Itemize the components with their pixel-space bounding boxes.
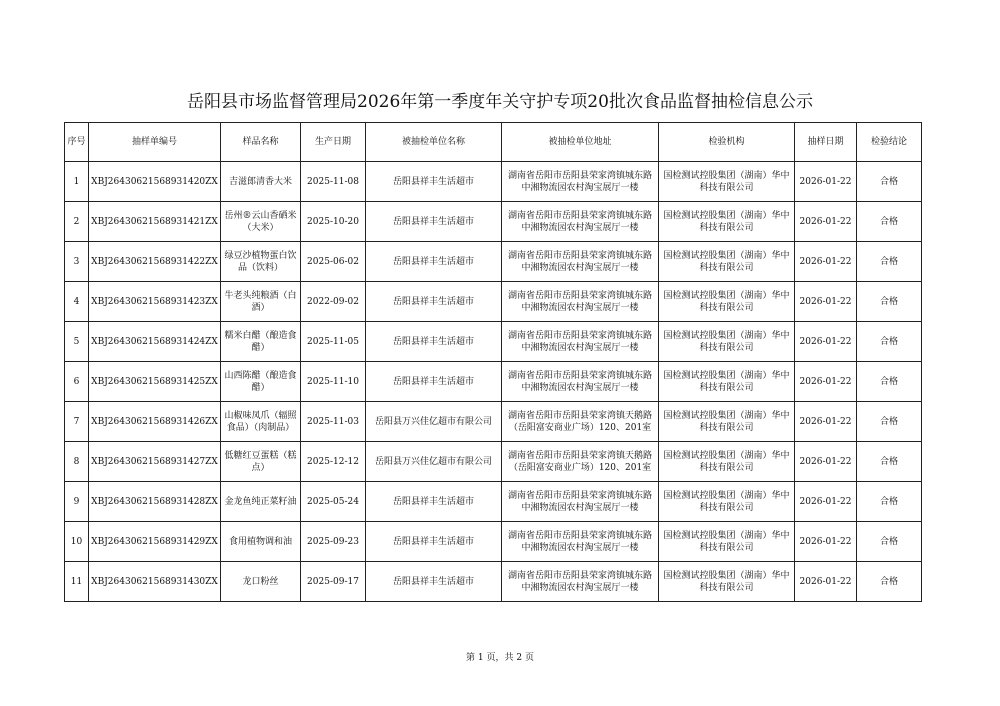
cell-production-date: 2025-09-23 xyxy=(301,522,366,562)
cell-index: 11 xyxy=(65,562,89,602)
cell-sampling-date: 2026-01-22 xyxy=(795,362,857,402)
cell-sample-number: XBJ26430621568931422ZX xyxy=(89,242,221,282)
cell-sample-number: XBJ26430621568931420ZX xyxy=(89,162,221,202)
cell-unit-address: 湖南省岳阳市岳阳县荣家湾镇城东路中湘物流园农村淘宝展厅一楼 xyxy=(502,242,659,282)
table-row xyxy=(65,402,922,442)
page-footer: 第 1 页，共 2 页 xyxy=(466,653,534,663)
cell-unit-address: 湖南省岳阳市岳阳县荣家湾镇城东路中湘物流园农村淘宝展厅一楼 xyxy=(502,482,659,522)
cell-index: 5 xyxy=(65,322,89,362)
cell-conclusion: 合格 xyxy=(857,202,922,242)
cell-sample-name: 低糖红豆蛋糕（糕点） xyxy=(221,442,301,482)
cell-inspected-unit: 岳阳县祥丰生活超市 xyxy=(366,242,502,282)
cell-production-date: 2025-05-24 xyxy=(301,482,366,522)
cell-sampling-date: 2026-01-22 xyxy=(795,282,857,322)
cell-conclusion: 合格 xyxy=(857,562,922,602)
cell-index: 7 xyxy=(65,402,89,442)
cell-testing-agency: 国检测试控股集团（湖南）华中科技有限公司 xyxy=(659,282,795,322)
cell-testing-agency: 国检测试控股集团（湖南）华中科技有限公司 xyxy=(659,402,795,442)
cell-sampling-date: 2026-01-22 xyxy=(795,522,857,562)
cell-conclusion: 合格 xyxy=(857,442,922,482)
cell-sample-number: XBJ26430621568931430ZX xyxy=(89,562,221,602)
cell-sample-number: XBJ26430621568931429ZX xyxy=(89,522,221,562)
cell-testing-agency: 国检测试控股集团（湖南）华中科技有限公司 xyxy=(659,562,795,602)
cell-sample-number: XBJ26430621568931426ZX xyxy=(89,402,221,442)
header-conclusion: 检验结论 xyxy=(857,123,922,162)
cell-index: 9 xyxy=(65,482,89,522)
cell-production-date: 2025-11-05 xyxy=(301,322,366,362)
cell-unit-address: 湖南省岳阳市岳阳县荣家湾镇城东路中湘物流园农村淘宝展厅一楼 xyxy=(502,522,659,562)
cell-unit-address: 湖南省岳阳市岳阳县荣家湾镇城东路中湘物流园农村淘宝展厅一楼 xyxy=(502,162,659,202)
cell-conclusion: 合格 xyxy=(857,162,922,202)
table-row xyxy=(65,482,922,522)
cell-inspected-unit: 岳阳县祥丰生活超市 xyxy=(366,522,502,562)
table-row xyxy=(65,562,922,602)
cell-testing-agency: 国检测试控股集团（湖南）华中科技有限公司 xyxy=(659,482,795,522)
cell-unit-address: 湖南省岳阳市岳阳县荣家湾镇天鹅路（岳阳富安商业广场）120、201室 xyxy=(502,442,659,482)
cell-sample-name: 山椒味凤爪（辐照食品）（肉制品） xyxy=(221,402,301,442)
cell-production-date: 2025-06-02 xyxy=(301,242,366,282)
inspection-table xyxy=(64,122,922,602)
cell-conclusion: 合格 xyxy=(857,482,922,522)
table-row xyxy=(65,322,922,362)
cell-inspected-unit: 岳阳县祥丰生活超市 xyxy=(366,562,502,602)
table-row xyxy=(65,162,922,202)
cell-sample-name: 金龙鱼纯正菜籽油 xyxy=(221,482,301,522)
cell-unit-address: 湖南省岳阳市岳阳县荣家湾镇城东路中湘物流园农村淘宝展厅一楼 xyxy=(502,562,659,602)
header-production-date: 生产日期 xyxy=(301,123,366,162)
cell-production-date: 2025-11-08 xyxy=(301,162,366,202)
cell-inspected-unit: 岳阳县祥丰生活超市 xyxy=(366,362,502,402)
cell-sampling-date: 2026-01-22 xyxy=(795,322,857,362)
cell-conclusion: 合格 xyxy=(857,362,922,402)
cell-index: 2 xyxy=(65,202,89,242)
cell-testing-agency: 国检测试控股集团（湖南）华中科技有限公司 xyxy=(659,522,795,562)
cell-index: 1 xyxy=(65,162,89,202)
cell-testing-agency: 国检测试控股集团（湖南）华中科技有限公司 xyxy=(659,162,795,202)
cell-sampling-date: 2026-01-22 xyxy=(795,562,857,602)
cell-sample-number: XBJ26430621568931427ZX xyxy=(89,442,221,482)
header-sample-name: 样品名称 xyxy=(221,123,301,162)
cell-production-date: 2025-10-20 xyxy=(301,202,366,242)
table-row xyxy=(65,202,922,242)
cell-unit-address: 湖南省岳阳市岳阳县荣家湾镇城东路中湘物流园农村淘宝展厅一楼 xyxy=(502,322,659,362)
page-title: 岳阳县市场监督管理局2026年第一季度年关守护专项20批次食品监督抽检信息公示 xyxy=(187,92,813,112)
cell-sampling-date: 2026-01-22 xyxy=(795,402,857,442)
header-index: 序号 xyxy=(65,123,89,162)
cell-sample-name: 牛老头纯粮酒（白酒） xyxy=(221,282,301,322)
table-row xyxy=(65,442,922,482)
cell-sample-number: XBJ26430621568931425ZX xyxy=(89,362,221,402)
cell-production-date: 2025-11-10 xyxy=(301,362,366,402)
cell-production-date: 2025-12-12 xyxy=(301,442,366,482)
cell-sampling-date: 2026-01-22 xyxy=(795,442,857,482)
cell-unit-address: 湖南省岳阳市岳阳县荣家湾镇城东路中湘物流园农村淘宝展厅一楼 xyxy=(502,282,659,322)
table-row xyxy=(65,282,922,322)
cell-conclusion: 合格 xyxy=(857,322,922,362)
cell-index: 6 xyxy=(65,362,89,402)
table-body xyxy=(65,162,922,602)
cell-unit-address: 湖南省岳阳市岳阳县荣家湾镇城东路中湘物流园农村淘宝展厅一楼 xyxy=(502,362,659,402)
cell-sampling-date: 2026-01-22 xyxy=(795,162,857,202)
cell-testing-agency: 国检测试控股集团（湖南）华中科技有限公司 xyxy=(659,442,795,482)
cell-sample-name: 食用植物调和油 xyxy=(221,522,301,562)
cell-sampling-date: 2026-01-22 xyxy=(795,242,857,282)
cell-testing-agency: 国检测试控股集团（湖南）华中科技有限公司 xyxy=(659,202,795,242)
cell-sample-name: 岳州®云山香硒米（大米） xyxy=(221,202,301,242)
cell-inspected-unit: 岳阳县万兴佳亿超市有限公司 xyxy=(366,402,502,442)
table-row xyxy=(65,242,922,282)
cell-unit-address: 湖南省岳阳市岳阳县荣家湾镇城东路中湘物流园农村淘宝展厅一楼 xyxy=(502,202,659,242)
cell-sample-number: XBJ26430621568931428ZX xyxy=(89,482,221,522)
cell-sampling-date: 2026-01-22 xyxy=(795,202,857,242)
cell-testing-agency: 国检测试控股集团（湖南）华中科技有限公司 xyxy=(659,362,795,402)
cell-conclusion: 合格 xyxy=(857,242,922,282)
cell-sample-number: XBJ26430621568931423ZX xyxy=(89,282,221,322)
cell-unit-address: 湖南省岳阳市岳阳县荣家湾镇天鹅路（岳阳富安商业广场）120、201室 xyxy=(502,402,659,442)
table-row xyxy=(65,522,922,562)
cell-sample-name: 山西陈醋（酿造食醋） xyxy=(221,362,301,402)
header-sampling-date: 抽样日期 xyxy=(795,123,857,162)
cell-index: 10 xyxy=(65,522,89,562)
header-sample-number: 抽样单编号 xyxy=(89,123,221,162)
cell-testing-agency: 国检测试控股集团（湖南）华中科技有限公司 xyxy=(659,242,795,282)
cell-inspected-unit: 岳阳县祥丰生活超市 xyxy=(366,482,502,522)
cell-inspected-unit: 岳阳县万兴佳亿超市有限公司 xyxy=(366,442,502,482)
cell-sample-name: 糯米白醋（酿造食醋） xyxy=(221,322,301,362)
cell-index: 3 xyxy=(65,242,89,282)
cell-index: 4 xyxy=(65,282,89,322)
table-row xyxy=(65,362,922,402)
cell-inspected-unit: 岳阳县祥丰生活超市 xyxy=(366,322,502,362)
cell-testing-agency: 国检测试控股集团（湖南）华中科技有限公司 xyxy=(659,322,795,362)
cell-production-date: 2025-11-03 xyxy=(301,402,366,442)
cell-sample-name: 龙口粉丝 xyxy=(221,562,301,602)
cell-inspected-unit: 岳阳县祥丰生活超市 xyxy=(366,202,502,242)
table-header-row xyxy=(65,123,922,162)
cell-sample-number: XBJ26430621568931421ZX xyxy=(89,202,221,242)
header-testing-agency: 检验机构 xyxy=(659,123,795,162)
cell-production-date: 2025-09-17 xyxy=(301,562,366,602)
cell-production-date: 2022-09-02 xyxy=(301,282,366,322)
cell-inspected-unit: 岳阳县祥丰生活超市 xyxy=(366,282,502,322)
cell-inspected-unit: 岳阳县祥丰生活超市 xyxy=(366,162,502,202)
cell-sample-name: 吉滋郎清香大米 xyxy=(221,162,301,202)
cell-conclusion: 合格 xyxy=(857,522,922,562)
header-unit-address: 被抽检单位地址 xyxy=(502,123,659,162)
cell-conclusion: 合格 xyxy=(857,282,922,322)
header-inspected-unit: 被抽检单位名称 xyxy=(366,123,502,162)
cell-sampling-date: 2026-01-22 xyxy=(795,482,857,522)
cell-sample-number: XBJ26430621568931424ZX xyxy=(89,322,221,362)
cell-conclusion: 合格 xyxy=(857,402,922,442)
cell-sample-name: 绿豆沙植物蛋白饮品（饮料） xyxy=(221,242,301,282)
cell-index: 8 xyxy=(65,442,89,482)
